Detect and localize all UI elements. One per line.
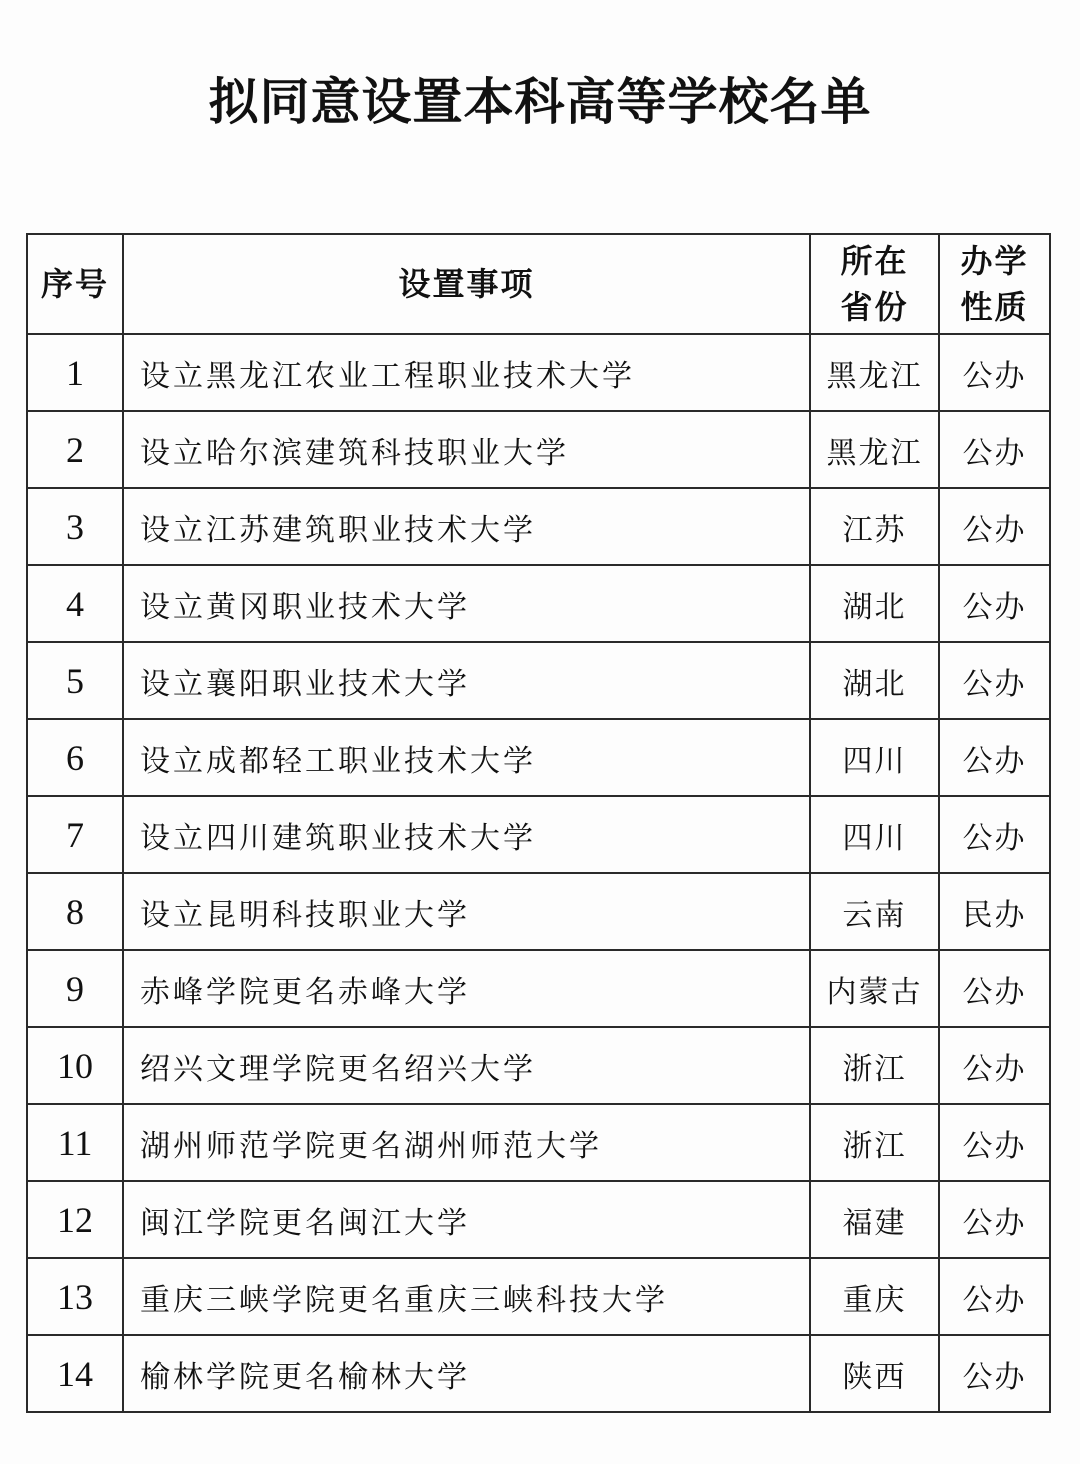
cell-province: 四川 [810, 796, 939, 873]
cell-row-number: 9 [27, 950, 123, 1027]
cell-province: 黑龙江 [810, 334, 939, 411]
table-row [27, 1258, 1050, 1335]
table-row [27, 642, 1050, 719]
cell-row-number: 8 [27, 873, 123, 950]
cell-row-number: 2 [27, 411, 123, 488]
cell-row-number: 14 [27, 1335, 123, 1412]
cell-province: 云南 [810, 873, 939, 950]
header-cell-item: 设置事项 [123, 234, 810, 334]
cell-item: 设立黑龙江农业工程职业技术大学 [123, 334, 810, 411]
cell-item: 设立四川建筑职业技术大学 [123, 796, 810, 873]
cell-province: 重庆 [810, 1258, 939, 1335]
table-row [27, 565, 1050, 642]
cell-province: 四川 [810, 719, 939, 796]
cell-item: 重庆三峡学院更名重庆三峡科技大学 [123, 1258, 810, 1335]
table-row [27, 873, 1050, 950]
table-row [27, 1181, 1050, 1258]
cell-province: 浙江 [810, 1027, 939, 1104]
document-title: 拟同意设置本科高等学校名单 [208, 74, 872, 130]
table-row [27, 1104, 1050, 1181]
cell-item: 闽江学院更名闽江大学 [123, 1181, 810, 1258]
cell-row-number: 3 [27, 488, 123, 565]
cell-nature: 公办 [939, 719, 1050, 796]
cell-nature: 民办 [939, 873, 1050, 950]
header-province-line1: 所在 [840, 242, 909, 279]
cell-nature: 公办 [939, 1335, 1050, 1412]
table-row [27, 719, 1050, 796]
table-row [27, 1335, 1050, 1412]
cell-province: 浙江 [810, 1104, 939, 1181]
cell-row-number: 12 [27, 1181, 123, 1258]
cell-nature: 公办 [939, 1258, 1050, 1335]
cell-nature: 公办 [939, 334, 1050, 411]
cell-nature: 公办 [939, 565, 1050, 642]
cell-nature: 公办 [939, 950, 1050, 1027]
cell-item: 绍兴文理学院更名绍兴大学 [123, 1027, 810, 1104]
cell-nature: 公办 [939, 642, 1050, 719]
cell-item: 设立江苏建筑职业技术大学 [123, 488, 810, 565]
cell-province: 湖北 [810, 642, 939, 719]
cell-row-number: 13 [27, 1258, 123, 1335]
table-row [27, 488, 1050, 565]
cell-row-number: 4 [27, 565, 123, 642]
header-nature-line2: 性质 [960, 289, 1029, 325]
table-row [27, 411, 1050, 488]
cell-row-number: 10 [27, 1027, 123, 1104]
cell-item: 设立襄阳职业技术大学 [123, 642, 810, 719]
cell-item: 设立昆明科技职业大学 [123, 873, 810, 950]
table-row [27, 334, 1050, 411]
table-row [27, 950, 1050, 1027]
cell-province: 内蒙古 [810, 950, 939, 1027]
cell-row-number: 1 [27, 334, 123, 411]
header-cell-province [810, 234, 939, 334]
cell-province: 陕西 [810, 1335, 939, 1412]
cell-nature: 公办 [939, 411, 1050, 488]
cell-item: 湖州师范学院更名湖州师范大学 [123, 1104, 810, 1181]
cell-item: 设立黄冈职业技术大学 [123, 565, 810, 642]
header-row [27, 234, 1050, 334]
cell-nature: 公办 [939, 488, 1050, 565]
cell-row-number: 6 [27, 719, 123, 796]
cell-item: 榆林学院更名榆林大学 [123, 1335, 810, 1412]
cell-row-number: 11 [27, 1104, 123, 1181]
cell-province: 福建 [810, 1181, 939, 1258]
cell-item: 赤峰学院更名赤峰大学 [123, 950, 810, 1027]
header-cell-nature [939, 234, 1050, 334]
cell-nature: 公办 [939, 1181, 1050, 1258]
cell-nature: 公办 [939, 796, 1050, 873]
universities-table [26, 233, 1051, 1413]
cell-row-number: 7 [27, 796, 123, 873]
cell-province: 湖北 [810, 565, 939, 642]
header-province-line2: 省份 [840, 289, 909, 325]
table-row [27, 1027, 1050, 1104]
cell-nature: 公办 [939, 1104, 1050, 1181]
cell-item: 设立哈尔滨建筑科技职业大学 [123, 411, 810, 488]
cell-nature: 公办 [939, 1027, 1050, 1104]
cell-province: 黑龙江 [810, 411, 939, 488]
header-nature-line1: 办学 [960, 242, 1029, 279]
cell-item: 设立成都轻工职业技术大学 [123, 719, 810, 796]
cell-province: 江苏 [810, 488, 939, 565]
header-cell-no: 序号 [27, 234, 123, 334]
cell-row-number: 5 [27, 642, 123, 719]
table-row [27, 796, 1050, 873]
